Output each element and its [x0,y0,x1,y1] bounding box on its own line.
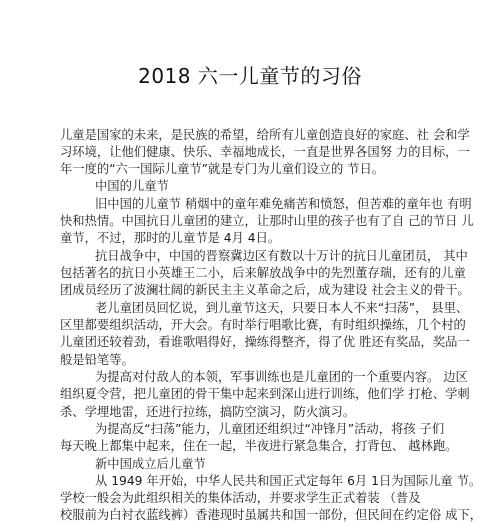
paragraph-line: 童节，不过，那时的儿童节是 4月 4日。 [60,231,281,245]
paragraph-line: 儿童是国家的未来，是民族的希望，给所有儿童创造良好的家庭、社 会和学 [60,128,470,142]
paragraph-line: 旧中国的儿童节 稍烟中的童年难免痛苦和愤怒，但苦难的童年也 有明 [95,197,472,211]
paragraph-line: 每天晚上都集中起来，住在一起，半夜进行紧急集合，打背包、 越林跑。 [60,439,458,453]
paragraph-line: 抗日战争中，中国的晋察冀边区有数以十万计的抗日儿童团员， 其中 [95,249,468,263]
paragraph-line: 杀、学埋地雷，还进行拉练，搞防空演习，防火演习。 [60,405,356,419]
paragraph-line: 儿童团还较着劲，看谁歌唱得好，操练得整齐，得了优 胜还有奖品，奖品一 [60,335,470,349]
paragraph-line: 为提高对付敌人的本领，军事训练也是儿童团的一个重要内容。 边区 [95,370,468,384]
paragraph-line: 般是铅笔等。 [60,353,134,367]
paragraph-line: 习环境，让他们健康、快乐、幸福地成长，一直是世界各国努 力的目标，一 [60,145,470,159]
paragraph-line: 学校一般会为此组织相关的集体活动，并要求学生正式着装 （普及 [60,491,421,505]
paragraph-line: 年一度的“六一国际儿童节”就是专门为儿童们设立的 节日。 [60,162,385,176]
paragraph-line: 团成员经历了波澜壮阔的新民主主义革命之后，成为建设 社会主义的骨干。 [60,283,470,297]
paragraph-line: 校服前为白衬衣蓝线裤）香港现时虽属共和国一部份，但民间在约定俗 成下， [60,508,483,522]
paragraph-line: 从 1949 年开始，中华人民共和国正式定每年 6月 1日为国际儿童 节。 [95,474,482,488]
paragraph-line: 区里都要组织活动，开大会。有时举行唱歌比赛，有时组织操练，几个村的 [60,318,466,332]
section-heading: 新中国成立后儿童节 [95,457,206,471]
section-heading: 中国的儿童节 [95,179,169,193]
paragraph-line: 包括著名的抗日小英雄王二小，后来解放战争中的先烈董存瑞，还有的儿童 [60,266,466,280]
paragraph-line: 老儿童团员回忆说，到儿童节这天，只要日本人不来“扫荡”， 县里、 [95,301,469,315]
paragraph-line: 组织夏令营，把儿童团的骨干集中起来到深山进行训练，他们学 打枪、学刺 [60,387,470,401]
paragraph-line: 快和热情。中国抗日儿童团的建立，让那时山里的孩子也有了自 己的节日 儿 [60,214,474,228]
page-title: 2018 六一儿童节的习俗 [138,64,362,88]
paragraph-line: 为提高反“扫荡”能力，儿童团还组织过“冲锋月”活动，将孩 子们 [95,422,445,436]
